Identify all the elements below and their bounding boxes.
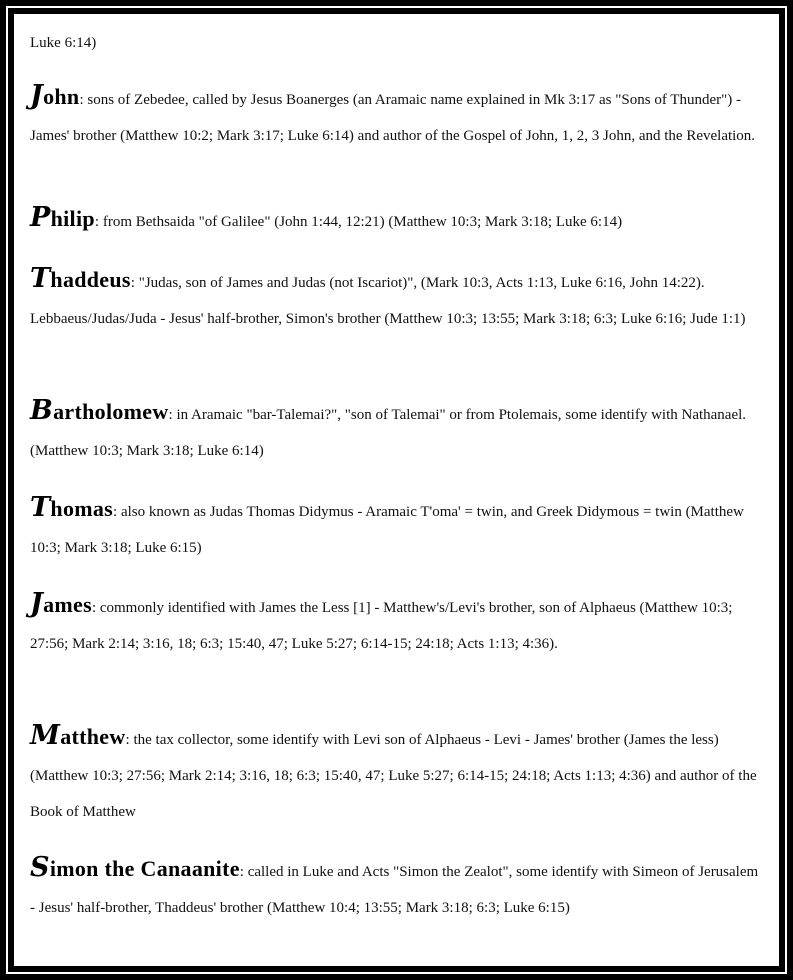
entry-text: : commonly identified with James the Less [1] - Matthew's/Levi's brother, son of Alphaeus (Matthew 10:3; 27:56; Mark 2:14; 3:16, 18; 6:3; 15:40, 47; Luke 5:27; 6:14-15; 24:18; Acts 1:13; 4:36). (30, 600, 733, 652)
apostle-name (30, 492, 114, 523)
name-rest: hilip (50, 206, 95, 231)
entry-james (30, 586, 760, 662)
name-rest: ames (43, 592, 92, 617)
entry-matthew (30, 718, 760, 830)
apostle-name (30, 202, 95, 233)
name-rest: ohn (43, 84, 80, 109)
apostle-name (30, 395, 169, 426)
entry-text: : in Aramaic "bar-Talemai?", "son of Talemai" or from Ptolemais, some identify with Nathanael. (Matthew 10:3; Mark 3:18; Luke 6:14) (30, 407, 747, 459)
name-initial: S (30, 852, 50, 883)
name-initial: J (30, 80, 44, 111)
apostle-name (30, 588, 92, 619)
name-initial: T (30, 492, 51, 523)
name-rest: atthew (60, 724, 126, 749)
entry-text: : called in Luke and Acts "Simon the Zealot", some identify with Simeon of Jerusalem - Jesus' half-brother, Thaddeus' brother (Matthew 10:4; 13:55; Mark 3:18; 6:3; Luke 6:15) (30, 864, 759, 916)
entry-bartholomew (30, 393, 760, 469)
name-initial: M (30, 720, 61, 751)
apostle-name (30, 852, 240, 883)
entry-thaddeus (30, 261, 760, 337)
entry-john (30, 78, 760, 154)
entry-text: Luke 6:14) (30, 35, 97, 51)
entry-philip (30, 200, 760, 240)
name-initial: B (30, 395, 54, 426)
name-rest: imon the Canaanite (49, 856, 240, 881)
apostle-name (30, 263, 131, 294)
entry-text: : the tax collector, some identify with Levi son of Alphaeus - Levi - James' brother (James the less) (Matthew 10:3; 27:56; Mark 2:14; 3:16, 18; 6:3; 15:40, 47; Luke 5:27; 6:14-15; 24:18; Acts 1:13; 4:36) and author of the Book of Matthew (30, 732, 757, 820)
name-initial: P (30, 202, 51, 233)
name-rest: haddeus (50, 267, 131, 292)
apostle-name (30, 80, 80, 111)
name-initial: T (30, 263, 51, 294)
entry-text: : also known as Judas Thomas Didymus - Aramaic T'oma' = twin, and Greek Didymous = twin (Matthew 10:3; Mark 3:18; Luke 6:15) (30, 504, 744, 556)
entry-simon (30, 850, 760, 926)
name-rest: homas (50, 496, 114, 521)
name-initial: J (30, 588, 44, 619)
entry-thomas (30, 490, 760, 566)
entry-text: : sons of Zebedee, called by Jesus Boanerges (an Aramaic name explained in Mk 3:17 as "Sons of Thunder") - James' brother (Matthew 10:2; Mark 3:17; Luke 6:14) and author of the Gospel of John, 1, 2, 3 John, and the Revelation. (30, 92, 756, 144)
entry-luke-tail (30, 25, 760, 61)
document-page (14, 14, 779, 966)
name-rest: artholomew (53, 399, 169, 424)
entry-text: : from Bethsaida "of Galilee" (John 1:44, 12:21) (Matthew 10:3; Mark 3:18; Luke 6:14) (94, 214, 623, 230)
apostle-name (30, 720, 126, 751)
entry-text: : "Judas, son of James and Judas (not Iscariot)", (Mark 10:3, Acts 1:13, Luke 6:16, John 14:22). Lebbaeus/Judas/Juda - Jesus' half-brother, Simon's brother (Matthew 10:3; 13:55; Mark 3:18; 6:3; Luke 6:16; Jude 1:1) (30, 275, 746, 327)
